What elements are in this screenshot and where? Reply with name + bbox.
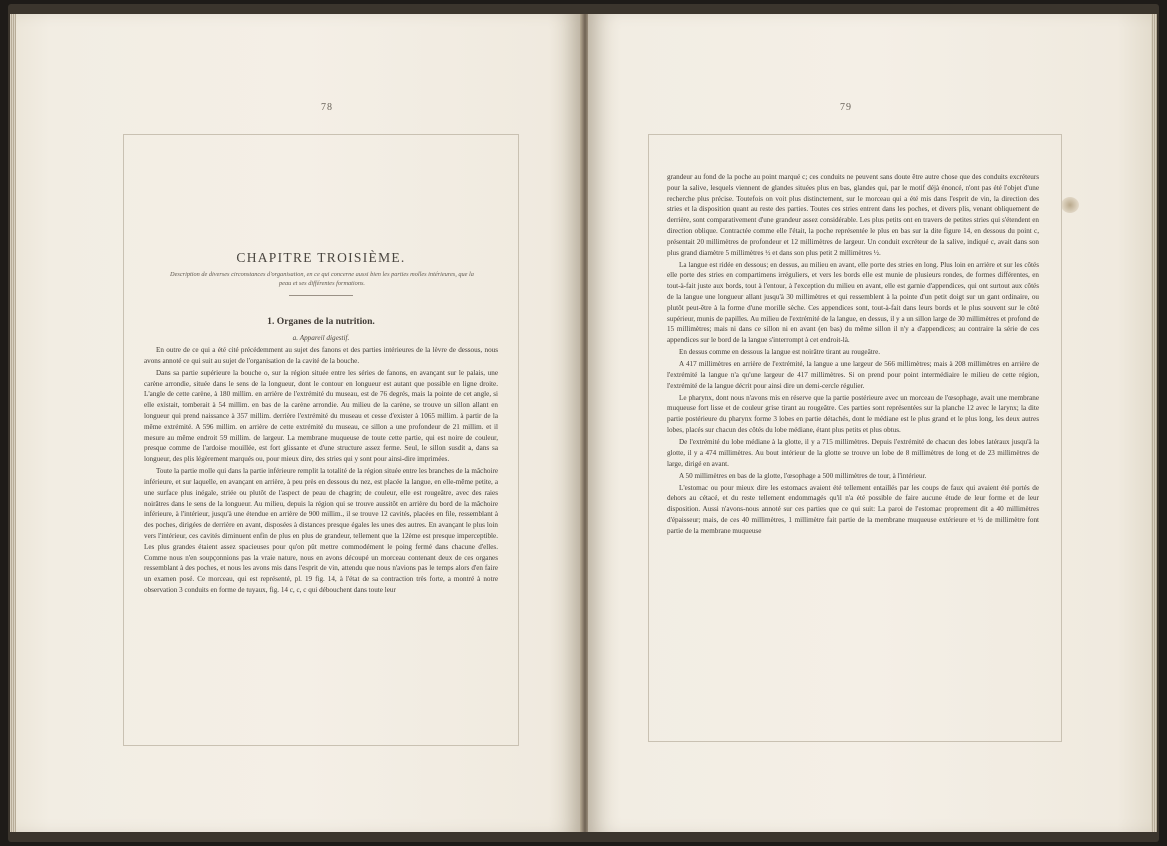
paragraph: De l'extrémité du lobe médiane à la glotte, il y a 715 millimètres. Depuis l'extrémité de chacun des lobes latéraux jusqu'à la glotte, il y a 474 millimètres. Au bout intérieur de la glotte se trouve un lobe de 8 millimètres de long et de 23 millimètres de large, dirigé en avant. (667, 438, 1039, 468)
page-number: 78 (321, 102, 333, 113)
paragraph: L'estomac ou pour mieux dire les estomacs avaient été tellement entaillés par les coups de faux qui avaient été portés de dehors au cétacé, et du reste tellement endommagés qu'il n'a été possible de faire aucune étude de leur forme et de leur disposition. Aussi n'avons-nous annoté sur ces parties que ce qui suit: La paroi de l'estomac proprement dit a 40 millimètres d'épaisseur; mais, de ces 40 millimètres, 1 millimètre fait partie de la membrane muqueuse extérieure et ½ de millimètre font partie de la membrane muqueuse (667, 483, 1039, 535)
paragraph: En dessus comme en dessous la langue est noirâtre tirant au rougeâtre. (679, 348, 881, 357)
paragraph: Le pharynx, dont nous n'avons mis en réserve que la partie postérieure avec un morceau de l'œsophage, avait une membrane muqueuse fort lisse et de couleur grise tirant au rougeâtre. Ces parties sont représentées sur la planche 12 avec le larynx; la dite partie postérieure du pharynx forme 3 lobes en partie détachés, dont le médiane est le plus grand et le plus long, les deux autres lobes, placés sur chacun des côtés du lobe médiane, étant plus petits et plus obtus. (667, 393, 1039, 435)
paragraph: A 50 millimètres en bas de la glotte, l'œsophage a 500 millimètres de tour, à l'intérieur. (679, 471, 927, 480)
chapter-title: CHAPITRE TROISIÈME. (236, 250, 406, 265)
paragraph: Dans sa partie supérieure la bouche o, sur la région située entre les séries de fanons, en avançant sur le palais, une carène arrondie, située dans le sens de la longueur, dont le contour en longueur est autant que possible en ligne droite. L'angle de cette carène, à 180 millim. en arrière de l'extrémité du museau, est de 76 degrés, mais la pointe de cet angle, si elle existait, tomberait à 54 millim. en bas de la carène arrondie. Au milieu de la carène, se trouve un sillon allant en longueur qui prend naissance à 357 millim. derrière l'extrémité du museau et cesse d'exister à 1065 millim. à partir de la même extrémité. A 596 millim. en arrière de cette extrémité du museau, ce sillon a une profondeur de 21 millim. et il mesure au même endroit 59 millim. de largeur. La membrane muqueuse de toute cette partie, qui est noire de couleur, presque comme de l'ardoise mouillée, est fort glissante et d'une structure assez ferme. Seul, le sillon susdit a, dans sa longueur, des plis légèrement marqués ou, pour mieux dire, des stries qui y sont pour ainsi-dire imprimées. (144, 368, 498, 464)
body-text (667, 172, 1039, 537)
text-frame (648, 134, 1062, 742)
page-stain (1061, 197, 1079, 213)
left-page (16, 14, 582, 832)
text-frame (123, 134, 519, 746)
page-number: 79 (840, 102, 852, 113)
right-page (588, 14, 1151, 832)
paragraph: En outre de ce qui a été cité précédemment au sujet des fanons et des parties intérieures de la lèvre de dessous, nous avons annoté ce qui suit au sujet de l'organisation de la cavité de la bouche. (144, 346, 498, 365)
subsection-title: a. Appareil digestif. (292, 334, 350, 342)
section-title: 1. Organes de la nutrition. (267, 316, 375, 327)
chapter-description: Description de diverses circonstances d'organisation, en ce qui concerne aussi bien les parties molles intérieures, que la peau et ses différentes formations. (170, 271, 474, 287)
paragraph: La langue est ridée en dessous; en dessus, au milieu en avant, elle porte des stries en long. Plus loin en arrière et sur les côtés elle porte des stries en compartimens irréguliers, et vers les bords elle est munie de plusieurs rondes, de formes différentes, en tout-à-fait juste aux bords, tout à l'entour, à l'exception du milieu en avant, elle est garnie d'appendices, qui ont surtout aux côtés de la langue une longueur allant jusqu'à 30 millimètres et qui ressemblent à la pointe d'un petit doigt sur un gant ordinaire, ou plutôt peut-être à la forme d'une morille sèche. Ces appendices sont, tout-à-fait dans leurs bords et le plus souvent sur le côté supérieur, munis de papilles. Au milieu de l'extrémité de la langue, en dessus, il y a un sillon large de 30 millimètres et profond de 15 millimètres; mais ni dans ce sillon ni en avant (en bas) du même sillon il n'y a d'appendices; au contraire la série de ces appendices sur le bord de la langue s'interrompt à cet endroit-là. (667, 260, 1039, 345)
paragraph: grandeur au fond de la poche au point marqué c; ces conduits ne peuvent sans doute être autre chose que des conduits excréteurs pour la salive, lesquels viennent de glandes situées plus en bas, glandes qui, par le motif déjà énoncé, n'ont pas été l'objet d'une recherche plus précise. Toutefois on voit plus distinctement, sur le morceau qui a été mis dans l'esprit de vin, la direction des stries et la disposition quant au reste des parties. Toutes ces stries entrent dans les poches, et divers plis, venant obliquement de derrière, sont comparativement d'une grandeur assez considérable. Les plus petits ont en travers de petites stries qui s'étendent en direction oblique. Contractée comme elle l'était, la poche représentée le plus en bas sur la dite figure 14, en dessous du point c, présentait 20 millimètres de profondeur et 12 millimètres de largeur. Un conduit excréteur de la salive, indiqué c, avait dans son plus grand diamètre 5 millimètres ½ et dans son plus petit 2 millimètres ½. (667, 173, 1039, 257)
divider (289, 295, 353, 296)
paragraph: A 417 millimètres en arrière de l'extrémité, la langue a une largeur de 566 millimètres; mais à 208 millimètres en arrière de l'extrémité la langue n'a qu'une largeur de 417 millimètres. Si on prend pour point intermédiaire le milieu de cette région, l'extrémité de la langue décrit pour ainsi dire un demi-cercle régulier. (667, 360, 1039, 390)
right-page-edges (1151, 14, 1157, 832)
paragraph: Toute la partie molle qui dans la partie inférieure remplit la totalité de la région située entre les branches de la mâchoire inférieure, et sur laquelle, en avançant en arrière, à peu près en dessous du nez, est placée la langue, en elle-même petite, a une surface plus inégale, striée ou plutôt de l'aspect de peau de chagrin; de couleur, elle est rougeâtre, avec des raies noirâtres dans le sens de la longueur. Au milieu, depuis la région qui se trouve aussitôt en arrière du bord de la mâchoire inférieure, à l'intérieur, jusqu'à une étendue en arrière de 900 millim., il se trouve 12 cavités, placées en file, ressemblant à des poches, dirigées de derrière en avant, disposées à distances presque égales les unes des autres. En avançant le plus loin vers l'intérieur, ces cavités diminuent enfin de plus en plus de grandeur, tellement que la 12ème est presque imperceptible. Les plus grandes étaient assez spacieuses pour qu'on pût mettre commodément le poing fermé dans chacune d'elles. Comme nous n'en soupçonnions pas la vraie nature, nous en avons découpé un morceau contenant deux de ces organes ressemblant à des poches, et nous les avons mis dans l'esprit de vin, attendu que nous n'avions pas le temps alors d'en faire un examen posé. Ce morceau, qui est représenté, pl. 19 fig. 14, à l'état de sa contraction très forte, a montré à notre observation 3 conduits en forme de tuyaux, fig. 14 c, c, c qui débouchent dans toute leur (144, 467, 498, 594)
body-text (144, 345, 498, 596)
